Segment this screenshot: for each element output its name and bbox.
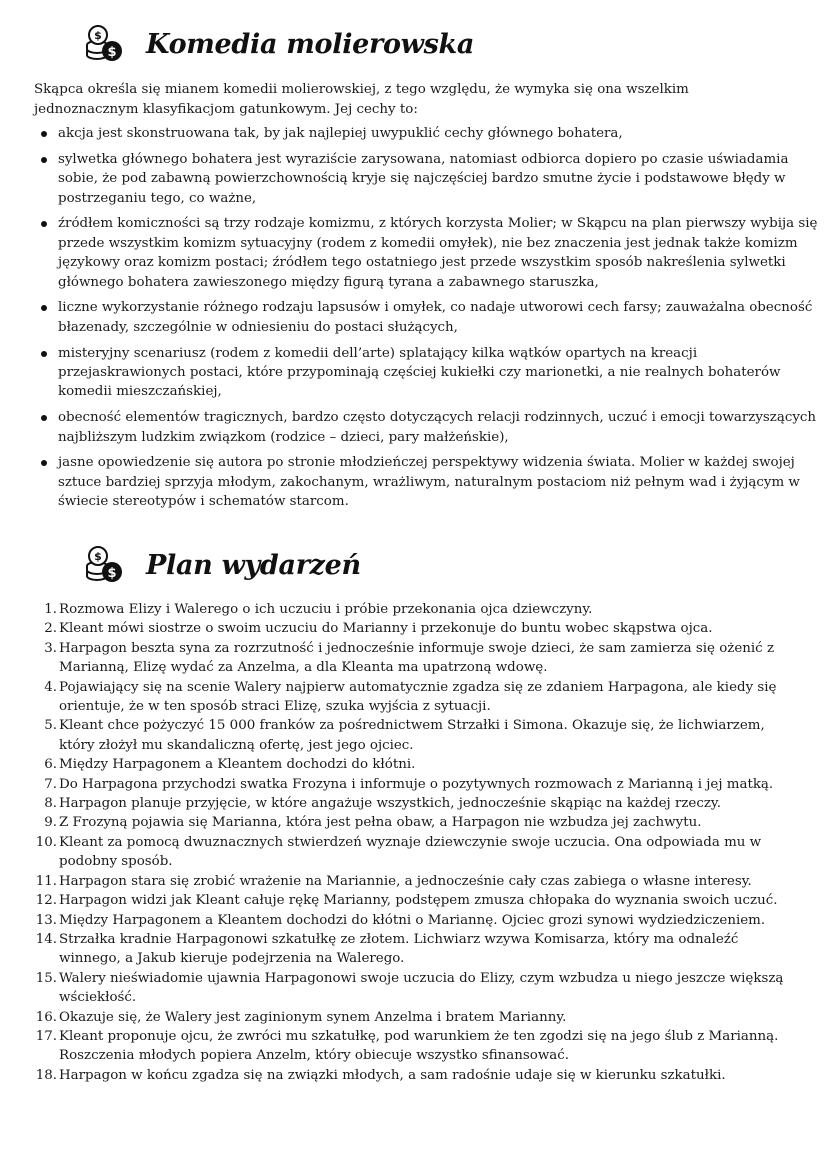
item-number: 5.: [44, 718, 57, 734]
item-text: Harpagon planuje przyjęcie, w które angażuje wszystkich, jednocześnie skąpiąc na każdej rzeczy.: [59, 796, 721, 812]
item-text: Między Harpagonem a Kleantem dochodzi do kłótni.: [59, 757, 416, 773]
list-item: [34, 833, 804, 872]
item-text: Kleant za pomocą dwuznacznych stwierdzeń wyznaje dziewczynie swoje uczucia. Ona odpowiada mu w podobny sposób.: [59, 834, 762, 870]
item-number: 15.: [35, 970, 57, 986]
list-item: [34, 678, 804, 717]
section-title: Plan wydarzeń: [146, 549, 361, 581]
item-number: 6.: [44, 757, 57, 773]
list-item: [34, 891, 804, 910]
item-number: 14.: [35, 931, 57, 947]
intro-paragraph: Skąpca określa się mianem komedii molierowskiej, z tego względu, że wymyka się ona wszelkim jednoznacznym klasyfikacjom gatunkowym. Jej cechy to:: [34, 82, 689, 117]
item-number: 1.: [44, 602, 57, 617]
item-number: 10.: [35, 834, 57, 850]
list-item: [34, 1008, 804, 1027]
list-item: sylwetka głównego bohatera jest wyraziście zarysowana, natomiast odbiorca dopiero po czasie uświadamia sobie, że pod zabawną powierzchownością kryje się najczęściej bardzo smutne życie i podstawowe błędy w postrzeganiu tego, co ważne,: [58, 150, 828, 208]
section-heading-plan: [84, 545, 361, 585]
list-item: misteryjny scenariusz (rodem z komedii dell’arte) splatający kilka wątków opartych na kreacji przejaskrawionych postaci, które przypominają częściej kukiełki czy marionetki, a nie realnych bohaterów komedii mieszczańskiej,: [58, 344, 828, 402]
list-item: [34, 813, 804, 832]
item-text: Między Harpagonem a Kleantem dochodzi do kłótni o Mariannę. Ojciec grozi synowi wydziedziczeniem.: [59, 912, 766, 928]
list-item: [34, 600, 804, 619]
list-item: jasne opowiedzenie się autora po stronie młodzieńczej perspektywy widzenia świata. Molier w każdej swojej sztuce bardziej sprzyja młodym, zakochanym, wrażliwym, naturalnym postaciom niż pełnym wad i żyjącym w świecie stereotypów i schematów starcom.: [58, 453, 828, 511]
item-text: Z Frozyną pojawia się Marianna, która jest pełna obaw, a Harpagon nie wzbudza jej zachwytu.: [59, 815, 702, 831]
list-item: liczne wykorzystanie różnego rodzaju lapsusów i omyłek, co nadaje utworowi cech farsy; zauważalna obecność błazenady, szczególnie w odniesieniu do postaci służących,: [58, 298, 828, 337]
svg-text:$: $: [107, 45, 117, 60]
item-text: Do Harpagona przychodzi swatka Frozyna i informuje o pozytywnych rozmowach z Marianną i jej matką.: [59, 776, 774, 792]
section-heading-komedia: [84, 24, 474, 64]
item-number: 7.: [44, 776, 57, 792]
list-item: [34, 969, 804, 1008]
item-number: 2.: [44, 621, 57, 637]
list-item: akcja jest skonstruowana tak, by jak najlepiej uwypuklić cechy głównego bohatera,: [58, 124, 828, 143]
item-number: 17.: [35, 1028, 57, 1044]
item-text: Harpagon stara się zrobić wrażenie na Mariannie, a jednocześnie cały czas zabiega o własne interesy.: [59, 873, 752, 889]
item-text: Harpagon widzi jak Kleant całuje rękę Marianny, podstępem zmusza chłopaka do wyznania swoich uczuć.: [59, 893, 778, 909]
svg-text:$: $: [107, 566, 117, 581]
svg-text:$: $: [94, 29, 102, 42]
events-list: [34, 600, 804, 1085]
item-text: Okazuje się, że Walery jest zaginionym synem Anzelma i bratem Marianny.: [59, 1009, 567, 1025]
coins-icon: [84, 545, 124, 585]
item-text: Pojawiający się na scenie Walery najpierw automatycznie zgadza się ze zdaniem Harpagona, ale kiedy się orientuje, że w ten sposób straci Elizę, szuka wyjścia z sytuacji.: [59, 679, 777, 715]
item-number: 11.: [35, 873, 57, 889]
list-item: [34, 775, 804, 794]
item-number: 16.: [35, 1009, 57, 1025]
list-item: [34, 872, 804, 891]
item-text: Harpagon w końcu zgadza się na związki młodych, a sam radośnie udaje się w kierunku szkatułki.: [59, 1067, 726, 1083]
list-item: [34, 1027, 804, 1066]
item-text: Harpagon beszta syna za rozrzutność i jednocześnie informuje swoje dzieci, że sam zamierza się ożenić z Marianną, Elizę wydać za Anzelma, a dla Kleanta ma upatrzoną wdowę.: [59, 640, 774, 676]
item-number: 13.: [35, 912, 57, 928]
list-item: [34, 794, 804, 813]
list-item: źródłem komiczności są trzy rodzaje komizmu, z których korzysta Molier; w Skąpcu na plan pierwszy wybija się przede wszystkim komizm sytuacyjny (rodem z komedii omyłek), nie bez znaczenia jest jednak także komizm językowy oraz komizm postaci; źródłem tego ostatniego jest przede wszystkim sposób nakreślenia sylwetki głównego bohatera zawieszonego między figurą tyrana a zabawnego staruszka,: [58, 214, 828, 292]
list-item: [34, 1066, 804, 1085]
item-number: 12.: [35, 893, 57, 909]
item-number: 3.: [44, 640, 57, 656]
coins-icon: [84, 24, 124, 64]
item-text: Walery nieświadomie ujawnia Harpagonowi swoje uczucia do Elizy, czym wzbudza u niego jeszcze większą wściekłość.: [59, 970, 784, 1006]
item-text: Strzałka kradnie Harpagonowi szkatułkę ze złotem. Lichwiarz wzywa Komisarza, który ma odnaleźć winnego, a Jakub kieruje podejrzenia na Walerego.: [59, 931, 739, 967]
list-item: [34, 619, 804, 638]
list-item: [34, 716, 804, 755]
item-number: 18.: [35, 1067, 57, 1083]
item-number: 9.: [44, 815, 57, 831]
item-text: Kleant chce pożyczyć 15 000 franków za pośrednictwem Strzałki i Simona. Okazuje się, że lichwiarzem, który złożył mu skandaliczną ofertę, jest jego ojciec.: [59, 718, 765, 753]
list-item: [34, 911, 804, 930]
item-text: Kleant proponuje ojcu, że zwróci mu szkatułkę, pod warunkiem że ten zgodzi się na jego ślub z Marianną. Roszczenia młodych popiera Anzelm, który obiecuje wszystko sfinansować.: [59, 1028, 779, 1064]
item-number: 4.: [44, 679, 57, 695]
list-item: [34, 755, 804, 774]
item-number: 8.: [44, 796, 57, 812]
list-item: [34, 639, 804, 678]
list-item: [34, 930, 804, 969]
features-list: [34, 124, 828, 518]
item-text: Kleant mówi siostrze o swoim uczuciu do Marianny i przekonuje do buntu wobec skąpstwa ojca.: [59, 621, 713, 637]
list-item: obecność elementów tragicznych, bardzo często dotyczących relacji rodzinnych, uczuć i emocji towarzyszących najbliższym ludzkim związkom (rodzice – dzieci, pary małżeńskie),: [58, 408, 828, 447]
svg-text:$: $: [94, 550, 102, 563]
section-title: Komedia molierowska: [146, 28, 475, 60]
item-text: Rozmowa Elizy i Walerego o ich uczuciu i próbie przekonania ojca dziewczyny.: [59, 602, 593, 617]
